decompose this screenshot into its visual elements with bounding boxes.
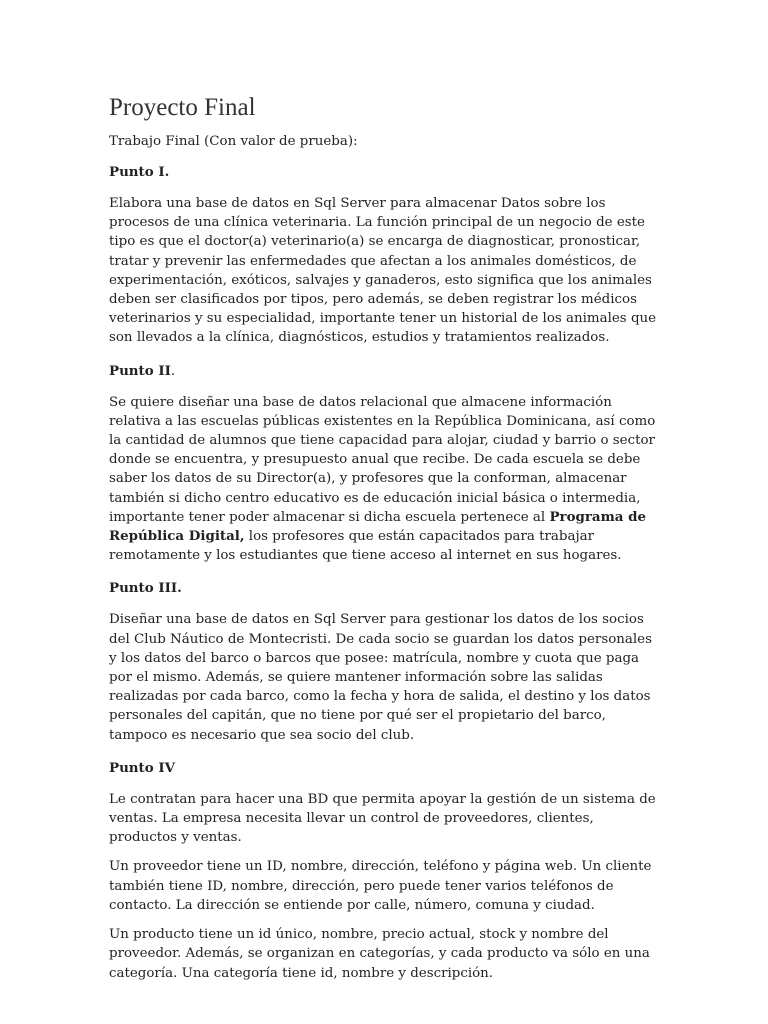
section-paragraph-punto-3: Diseñar una base de datos en Sql Server para gestionar los datos de los socios del Club Náutico de Montecristi. De cada socio se guardan los datos personales y los datos del barco o barcos que posee: matrícula, nombre y cuota que paga por el mismo. Además, se quiere mantener información sobre las salidas realizadas por cada barco, como la fecha y hora de salida, el destino y los datos personales del capitán, que no tiene por qué ser el propietario del barco, tampoco es necesario que sea socio del club. [109, 612, 652, 743]
section-paragraph-punto-2 [109, 393, 661, 566]
section-heading-punto-3: Punto III. [109, 580, 182, 597]
section-heading-punto-2-suffix: . [170, 363, 176, 379]
section-heading-punto-2 [109, 362, 661, 381]
document-title: Proyecto Final [109, 94, 256, 121]
section-paragraph-punto-4-3: Un producto tiene un id único, nombre, precio actual, stock y nombre del proveedor. Además, se organizan en categorías, y cada producto va sólo en una categoría. Una categoría tiene id, nombre y descripción. [109, 927, 650, 981]
section-paragraph-punto-1: Elabora una base de datos en Sql Server para almacenar Datos sobre los procesos de una clínica veterinaria. La función principal de un negocio de este tipo es que el doctor(a) veterinario(a) se encarga de diagnosticar, pronosticar, tratar y prevenir las enfermedades que afectan a los animales domésticos, de experimentación, exóticos, salvajes y ganaderos, esto significa que los animales deben ser clasificados por tipos, pero además, se deben registrar los médicos veterinarios y su especialidad, importante tener un historial de los animales que son llevados a la clínica, diagnósticos, estudios y tratamientos realizados. [109, 196, 657, 346]
section-heading-punto-4: Punto IV [109, 759, 175, 776]
paragraph-text-part1: Se quiere diseñar una base de datos relacional que almacene información relativa a las escuelas públicas existentes en la República Dominicana, así como la cantidad de alumnos que tiene capacidad para alojar, ciudad y barrio o sector donde se encuentra, y presupuesto anual que recibe. De cada escuela se debe saber los datos de su Director(a), y profesores que la conforman, almacenar también si dicho centro educativo es de educación inicial básica o intermedia, importante tener poder almacenar si dicha escuela pertenece al [109, 394, 656, 525]
section-paragraph-punto-4-2: Un proveedor tiene un ID, nombre, dirección, teléfono y página web. Un cliente también tiene ID, nombre, dirección, pero puede tener varios teléfonos de contacto. La dirección se entiende por calle, número, comuna y ciudad. [109, 859, 652, 913]
document-subtitle: Trabajo Final (Con valor de prueba): [109, 134, 358, 149]
section-heading-punto-2-text: Punto II [109, 362, 171, 379]
document-page [109, 92, 661, 993]
paragraph-bold-program-name: Programa de República Digital, [109, 508, 646, 545]
paragraph-text-part2: los profesores que están capacitados para trabajar remotamente y los estudiantes que tiene acceso al internet en sus hogares. [109, 529, 622, 564]
section-paragraph-punto-4-1: Le contratan para hacer una BD que permita apoyar la gestión de un sistema de ventas. La empresa necesita llevar un control de proveedores, clientes, productos y ventas. [109, 791, 656, 846]
section-heading-punto-1: Punto I. [109, 164, 170, 180]
